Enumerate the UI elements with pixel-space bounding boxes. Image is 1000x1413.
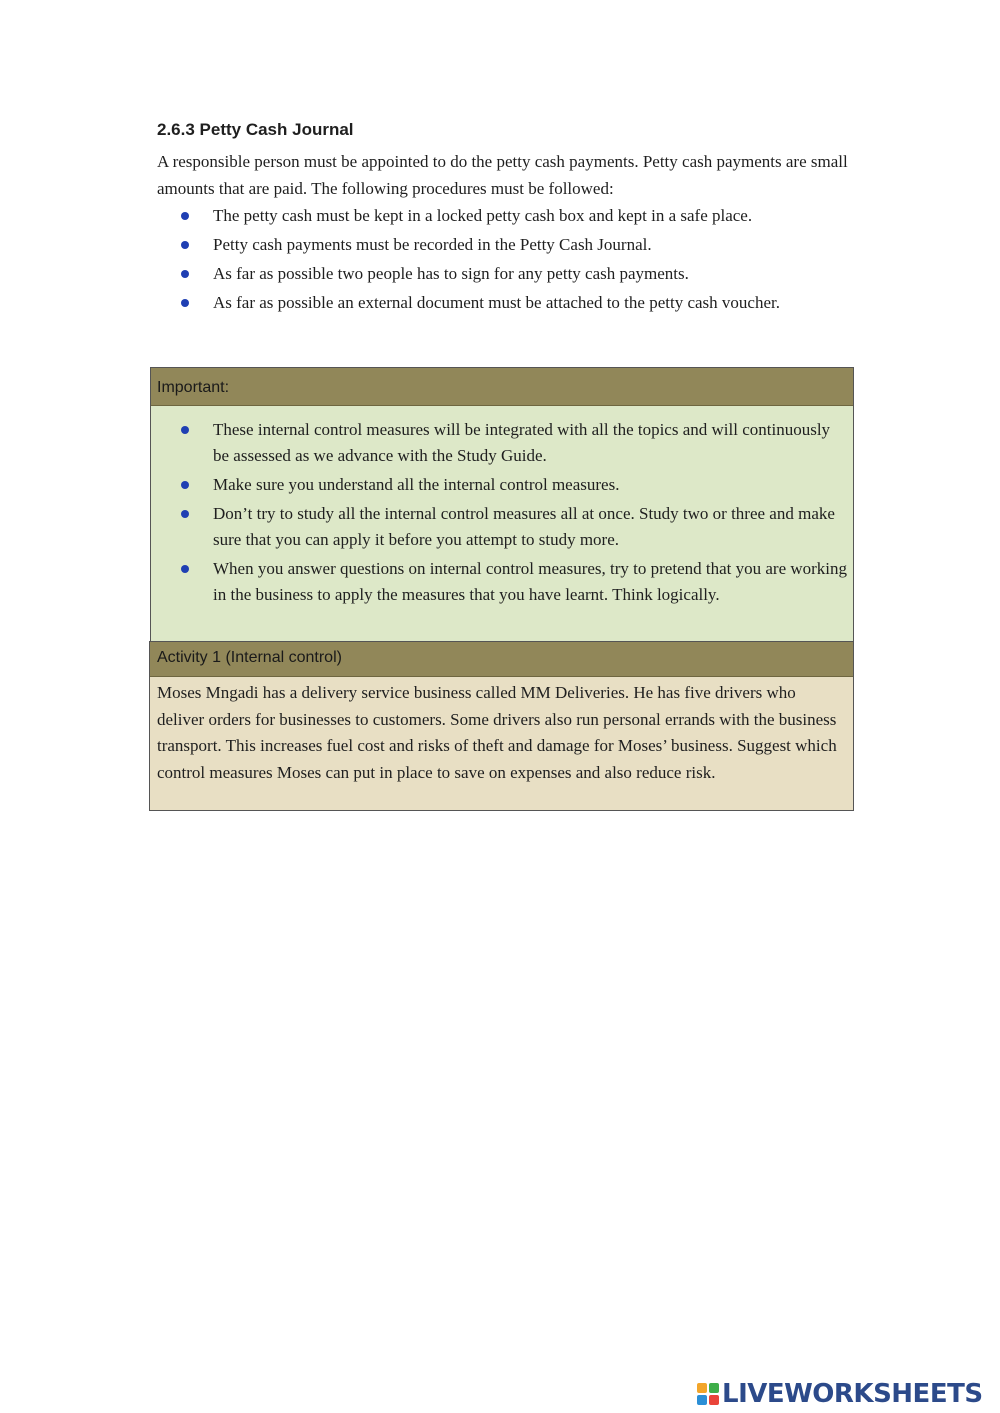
list-item: Petty cash payments must be recorded in the Petty Cash Journal.: [157, 232, 847, 258]
bullet-icon: [181, 241, 189, 249]
list-item: When you answer questions on internal control measures, try to pretend that you are working in the business to apply the measures that you have learnt. Think logically.: [157, 556, 849, 608]
section-heading: 2.6.3 Petty Cash Journal: [157, 120, 354, 139]
logo-mark-icon: [697, 1383, 719, 1405]
bullet-icon: [181, 426, 189, 434]
bullet-icon: [181, 212, 189, 220]
intro-paragraph: A responsible person must be appointed to do the petty cash payments. Petty cash payments are small amounts that are paid. The following procedures must be followed:: [157, 152, 848, 198]
bullet-icon: [181, 270, 189, 278]
list-item: The petty cash must be kept in a locked petty cash box and kept in a safe place.: [157, 203, 847, 229]
logo-text: LIVEWORKSHEETS: [722, 1379, 983, 1409]
list-item: Make sure you understand all the internal control measures.: [157, 472, 849, 498]
list-item: Don’t try to study all the internal control measures all at once. Study two or three and make sure that you can apply it before you attempt to study more.: [157, 501, 849, 553]
liveworksheets-logo[interactable]: [697, 1378, 983, 1410]
bullet-icon: [181, 481, 189, 489]
bullet-icon: [181, 565, 189, 573]
bullet-icon: [181, 510, 189, 518]
list-item: As far as possible two people has to sign for any petty cash payments.: [157, 261, 847, 287]
important-header: Important:: [151, 368, 853, 406]
important-list: [157, 417, 849, 611]
list-item: These internal control measures will be integrated with all the topics and will continuously be assessed as we advance with the Study Guide.: [157, 417, 849, 469]
list-item: As far as possible an external document must be attached to the petty cash voucher.: [157, 290, 847, 316]
activity-text: Moses Mngadi has a delivery service business called MM Deliveries. He has five drivers who deliver orders for businesses to customers. Some drivers also run personal errands with the business transport. This increases fuel cost and risks of theft and damage for Moses’ business. Suggest which control measures Moses can put in place to save on expenses and also reduce risk.: [157, 683, 837, 782]
bullet-icon: [181, 299, 189, 307]
activity-header: Activity 1 (Internal control): [150, 642, 853, 677]
important-box: [150, 367, 854, 642]
procedures-list: [157, 203, 847, 319]
activity-box: [149, 641, 854, 811]
